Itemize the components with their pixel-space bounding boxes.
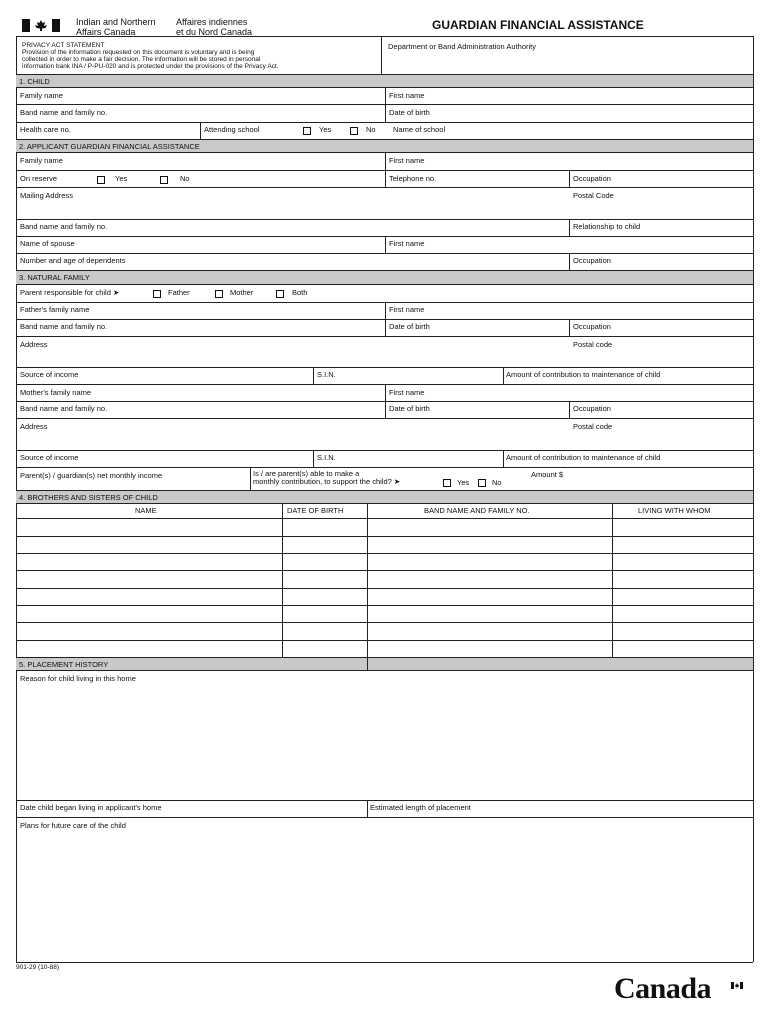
father-checkbox[interactable] bbox=[153, 290, 161, 298]
wordmark-flag-icon bbox=[731, 976, 743, 983]
child-band-name-label: Band name and family no. bbox=[20, 108, 108, 117]
canada-wordmark: Canada bbox=[614, 972, 712, 1005]
government-flag-symbol bbox=[22, 19, 60, 32]
father-address-label: Address bbox=[20, 340, 48, 349]
mother-checkbox[interactable] bbox=[215, 290, 223, 298]
amount-label: Amount $ bbox=[531, 470, 564, 479]
date-began-label: Date child began living in applicant's home bbox=[20, 803, 162, 812]
child-health-care-label: Health care no. bbox=[20, 125, 71, 134]
col-dob-header: DATE OF BIRTH bbox=[287, 506, 344, 515]
privacy-statement: PRIVACY ACT STATEMENT Provision of the information requested on this document is voluntary and is being collected in order to make a fair decision. The information will be stored in personal information bank INA / P-PU-020 and is protected under the provisions of the Privacy Act. bbox=[22, 42, 279, 70]
reason-field[interactable] bbox=[17, 685, 752, 799]
able-no-label: No bbox=[492, 478, 502, 487]
department-name-en: Indian and Northern Affairs Canada bbox=[76, 17, 156, 37]
col-living-header: LIVING WITH WHOM bbox=[638, 506, 711, 515]
applicant-family-name-label: Family name bbox=[20, 156, 63, 165]
section-child-heading: 1. CHILD bbox=[16, 74, 753, 88]
applicant-postal-code-label: Postal Code bbox=[573, 191, 614, 200]
mother-income-source-label: Source of income bbox=[20, 453, 79, 462]
dependents-label: Number and age of dependents bbox=[20, 256, 126, 265]
father-contribution-label: Amount of contribution to maintenance of child bbox=[506, 370, 661, 379]
on-reserve-no-checkbox[interactable] bbox=[160, 176, 168, 184]
spouse-first-name-label: First name bbox=[389, 239, 425, 248]
spouse-occupation-label: Occupation bbox=[573, 256, 611, 265]
father-postal-code-label: Postal code bbox=[573, 340, 613, 349]
both-label: Both bbox=[292, 288, 308, 297]
attending-school-yes-checkbox[interactable] bbox=[303, 127, 311, 135]
mother-address-label: Address bbox=[20, 422, 48, 431]
on-reserve-label: On reserve bbox=[20, 174, 58, 183]
reason-label: Reason for child living in this home bbox=[20, 674, 136, 683]
attending-school-label: Attending school bbox=[204, 125, 260, 134]
col-band-header: BAND NAME AND FAMILY NO. bbox=[424, 506, 530, 515]
child-dob-label: Date of birth bbox=[389, 108, 430, 117]
department-field[interactable] bbox=[382, 52, 752, 73]
estimated-length-label: Estimated length of placement bbox=[370, 803, 471, 812]
father-sin-label: S.I.N. bbox=[317, 370, 336, 379]
both-checkbox[interactable] bbox=[276, 290, 284, 298]
able-no-checkbox[interactable] bbox=[478, 479, 486, 487]
attending-school-yes-label: Yes bbox=[319, 125, 332, 134]
able-yes-label: Yes bbox=[457, 478, 470, 487]
father-family-name-label: Father's family name bbox=[20, 305, 90, 314]
mother-postal-code-label: Postal code bbox=[573, 422, 613, 431]
applicant-first-name-label: First name bbox=[389, 156, 425, 165]
telephone-label: Telephone no. bbox=[389, 174, 437, 183]
net-income-label: Parent(s) / guardian(s) net monthly income bbox=[20, 471, 163, 480]
department-label: Department or Band Administration Authority bbox=[388, 42, 536, 51]
mother-band-name-label: Band name and family no. bbox=[20, 404, 108, 413]
mother-family-name-label: Mother's family name bbox=[20, 388, 92, 397]
mother-occupation-label: Occupation bbox=[573, 404, 611, 413]
school-name-label: Name of school bbox=[393, 125, 446, 134]
mother-sin-label: S.I.N. bbox=[317, 453, 336, 462]
on-reserve-yes-checkbox[interactable] bbox=[97, 176, 105, 184]
form-number: 901-29 (10-88) bbox=[16, 964, 59, 971]
parent-responsible-label: Parent responsible for child ➤ bbox=[20, 288, 120, 297]
mother-label: Mother bbox=[230, 288, 254, 297]
section-applicant-heading: 2. APPLICANT GUARDIAN FINANCIAL ASSISTANCE bbox=[16, 139, 753, 153]
child-first-name-label: First name bbox=[389, 91, 425, 100]
child-family-name-label: Family name bbox=[20, 91, 63, 100]
father-band-name-label: Band name and family no. bbox=[20, 322, 108, 331]
col-name-header: NAME bbox=[135, 506, 157, 515]
applicant-occupation-label: Occupation bbox=[573, 174, 611, 183]
future-plans-label: Plans for future care of the child bbox=[20, 821, 126, 830]
mother-dob-label: Date of birth bbox=[389, 404, 430, 413]
section-placement-heading: 5. PLACEMENT HISTORY bbox=[16, 657, 753, 671]
father-first-name-label: First name bbox=[389, 305, 425, 314]
father-label: Father bbox=[168, 288, 190, 297]
applicant-band-name-label: Band name and family no. bbox=[20, 222, 108, 231]
attending-school-no-label: No bbox=[366, 125, 376, 134]
mailing-address-label: Mailing Address bbox=[20, 191, 73, 200]
form-title: GUARDIAN FINANCIAL ASSISTANCE bbox=[432, 18, 644, 32]
siblings-table-body[interactable] bbox=[17, 519, 752, 656]
attending-school-no-checkbox[interactable] bbox=[350, 127, 358, 135]
father-occupation-label: Occupation bbox=[573, 322, 611, 331]
section-natural-family-heading: 3. NATURAL FAMILY bbox=[16, 270, 753, 285]
on-reserve-no-label: No bbox=[180, 174, 190, 183]
able-yes-checkbox[interactable] bbox=[443, 479, 451, 487]
mother-contribution-label: Amount of contribution to maintenance of child bbox=[506, 453, 661, 462]
able-to-contribute-question: Is / are parent(s) able to make a monthly contribution, to support the child? ➤ bbox=[253, 469, 401, 486]
relationship-label: Relationship to child bbox=[573, 222, 641, 231]
father-income-source-label: Source of income bbox=[20, 370, 79, 379]
mother-first-name-label: First name bbox=[389, 388, 425, 397]
department-name-fr: Affaires indiennes et du Nord Canada bbox=[176, 17, 253, 37]
father-dob-label: Date of birth bbox=[389, 322, 430, 331]
on-reserve-yes-label: Yes bbox=[115, 174, 128, 183]
future-plans-field[interactable] bbox=[17, 832, 752, 961]
spouse-name-label: Name of spouse bbox=[20, 239, 75, 248]
section-siblings-heading: 4. BROTHERS AND SISTERS OF CHILD bbox=[16, 490, 753, 504]
